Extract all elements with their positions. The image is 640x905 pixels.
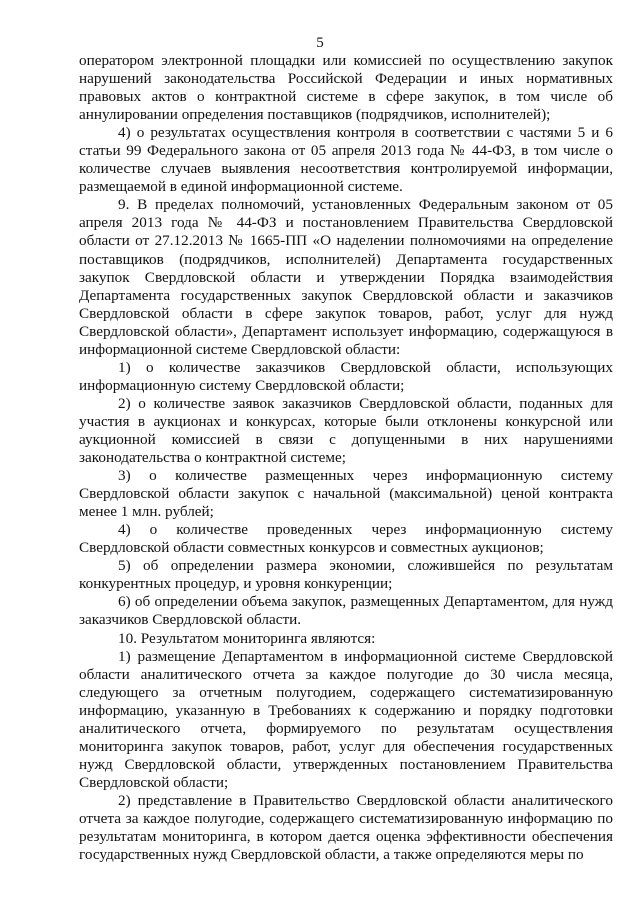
page-number: 5 [316, 35, 324, 51]
list-item: 2) представление в Правительство Свердловской области аналитического отчета за каждое полугодие, содержащего систематизированную информацию по результатам мониторинга, в котором дается оценка эффективности обеспечения государственных нужд Свердловской области, а также определяются меры по [79, 791, 613, 864]
list-item: 5) об определении размера экономии, сложившейся по результатам конкурентных процедур, и уровня конкуренции; [79, 557, 613, 593]
list-item: 4) о количестве проведенных через информационную систему Свердловской области совместных конкурсов и совместных аукционов; [79, 521, 613, 557]
list-item: 1) размещение Департаментом в информационной системе Свердловской области аналитического отчета за каждое полугодие до 30 числа месяца, следующего за отчетным полугодием, содержащего систематизированную информацию, указанную в Требованиях к содержанию и порядку подготовки аналитического отчета, формируемого по результатам осуществления мониторинга закупок товаров, работ, услуг для обеспечения государственных нужд Свердловской области, утвержденных постановлением Правительства Свердловской области; [79, 647, 613, 791]
paragraph: 9. В пределах полномочий, установленных Федеральным законом от 05 апреля 2013 года № 44-ФЗ и постановлением Правительства Свердловской области от 27.12.2013 № 1665-ПП «О наделении полномочиями на определение поставщиков (подрядчиков, исполнителей) Департамента государственных закупок Свердловской области и утверждении Порядка взаимодействия Департамента государственных закупок Свердловской области и заказчиков Свердловской области в сфере закупок товаров, работ, услуг для нужд Свердловской области», Департамент использует информацию, содержащуюся в информационной системе Свердловской области: [79, 196, 613, 358]
paragraph: оператором электронной площадки или комиссией по осуществлению закупок нарушений законодательства Российской Федерации и иных нормативных правовых актов о контрактной системе в сфере закупок, в том числе об аннулировании определения поставщиков (подрядчиков, исполнителей); [79, 52, 613, 124]
paragraph: 4) о результатах осуществления контроля в соответствии с частями 5 и 6 статьи 99 Федерального закона от 05 апреля 2013 года № 44-ФЗ, в том числе о количестве случаев выявления несоответствия контролируемой информации, размещаемой в единой информационной системе. [79, 124, 613, 196]
list-item: 3) о количестве размещенных через информационную систему Свердловской области закупок с начальной (максимальной) ценой контракта менее 1 млн. рублей; [79, 467, 613, 521]
list-item: 6) об определении объема закупок, размещенных Департаментом, для нужд заказчиков Свердловской области. [79, 593, 613, 629]
paragraph: 10. Результатом мониторинга являются: [118, 629, 376, 647]
document-body [79, 52, 613, 864]
list-item: 1) о количестве заказчиков Свердловской области, использующих информационную систему Свердловской области; [79, 358, 613, 394]
list-item: 2) о количестве заявок заказчиков Свердловской области, поданных для участия в аукционах и конкурсах, которые были отклонены конкурсной или аукционной комиссией в связи с допущенными в них нарушениями законодательства о контрактной системе; [79, 394, 613, 467]
